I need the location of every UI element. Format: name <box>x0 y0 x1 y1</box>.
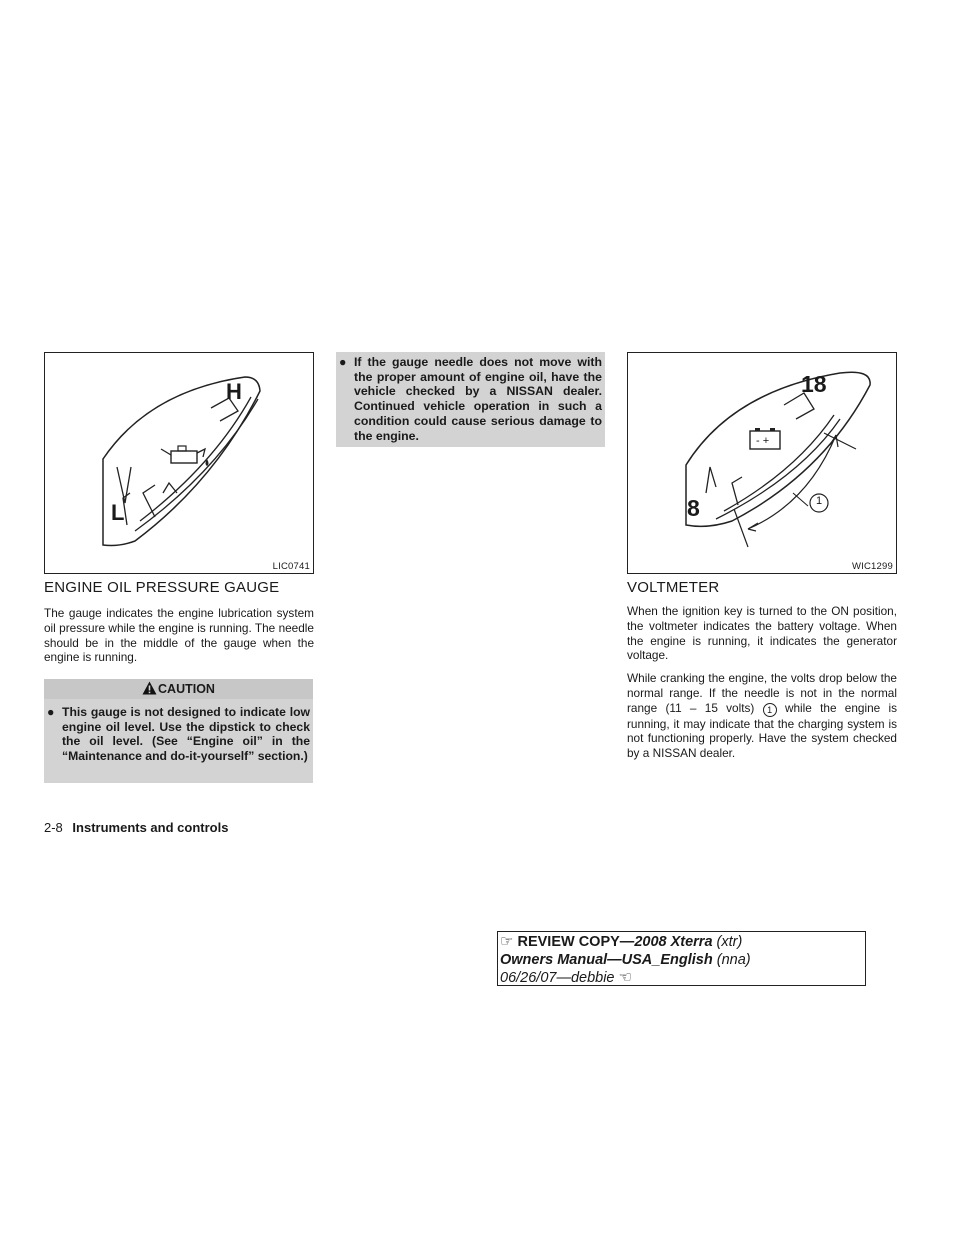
section-title-oil-pressure: ENGINE OIL PRESSURE GAUGE <box>44 579 280 596</box>
pointing-hand-right-icon: ☞ <box>500 933 514 950</box>
page-number: 2-8 <box>44 820 63 835</box>
voltmeter-figure <box>627 352 897 574</box>
callout-marker-number: 1 <box>767 704 773 715</box>
voltmeter-description-2 <box>627 671 897 761</box>
bullet-dot: ● <box>47 705 55 719</box>
oil-pressure-gauge-figure <box>44 352 314 574</box>
oil-can-icon <box>161 446 209 466</box>
figure-code: LIC0741 <box>272 561 310 572</box>
warning-triangle-icon <box>142 681 157 695</box>
voltmeter-text-part-b: while the engine is running, it may indicate that the charging system is not functioning properly. Have the system checked by a NISSAN dealer. <box>627 700 898 761</box>
review-date: 06/26/07—debbie <box>500 970 615 986</box>
caution-bullet <box>47 705 310 764</box>
battery-polarity-label: - + <box>756 435 770 447</box>
caution-heading <box>44 679 313 699</box>
callout-marker <box>763 703 777 717</box>
oil-warning-box <box>336 352 605 447</box>
gauge-low-label: L <box>111 500 125 525</box>
caution-box <box>44 679 313 783</box>
caution-label: CAUTION <box>158 682 215 696</box>
section-title-voltmeter: VOLTMETER <box>627 579 720 596</box>
bullet-dot: ● <box>339 355 347 369</box>
voltmeter-high-label: 18 <box>801 371 827 397</box>
pointing-hand-left-icon: ☜ <box>618 969 632 986</box>
section-name: Instruments and controls <box>72 820 229 835</box>
voltmeter-low-label: 8 <box>687 495 700 521</box>
manual-code: (nna) <box>712 951 751 968</box>
page-footer <box>44 820 228 835</box>
oil-warning-bullet <box>339 355 602 443</box>
voltmeter-description-1: When the ignition key is turned to the ON position, the voltmeter indicates the battery voltage. When the engine is running, it indicates the generator voltage. <box>627 604 897 663</box>
model-name: 2008 Xterra <box>634 934 713 950</box>
review-line-2 <box>500 952 865 970</box>
review-line-1 <box>500 933 865 952</box>
oil-pressure-description: The gauge indicates the engine lubrication system oil pressure while the engine is running. The needle should be in the middle of the gauge when the engine is running. <box>44 606 314 665</box>
gauge-high-label: H <box>226 379 242 404</box>
model-code: (xtr) <box>712 934 743 950</box>
voltmeter-text-part-a: While cranking the engine, the volts drop below the normal range. If the needle is not in the normal range (11 – 15 volts) <box>627 671 897 715</box>
caution-bullet-text: This gauge is not designed to indicate low engine oil level. Use the dipstick to check the oil level. (See “Engine oil” in the “Maintenance and do-it-yourself” section.) <box>62 705 310 764</box>
review-label: REVIEW COPY— <box>517 934 635 950</box>
oil-pressure-gauge-illustration <box>45 353 313 573</box>
oil-warning-text: If the gauge needle does not move with the proper amount of engine oil, have the vehicle checked by a NISSAN dealer. Continued vehicle operation in such a condition could cause serious damage to the engine. <box>354 355 602 443</box>
voltmeter-illustration <box>628 353 896 573</box>
review-line-3 <box>500 969 865 988</box>
figure-code: WIC1299 <box>851 561 893 572</box>
callout-number: 1 <box>815 495 823 507</box>
manual-name: Owners Manual—USA_English <box>500 951 713 968</box>
review-copy-stamp <box>497 931 866 986</box>
